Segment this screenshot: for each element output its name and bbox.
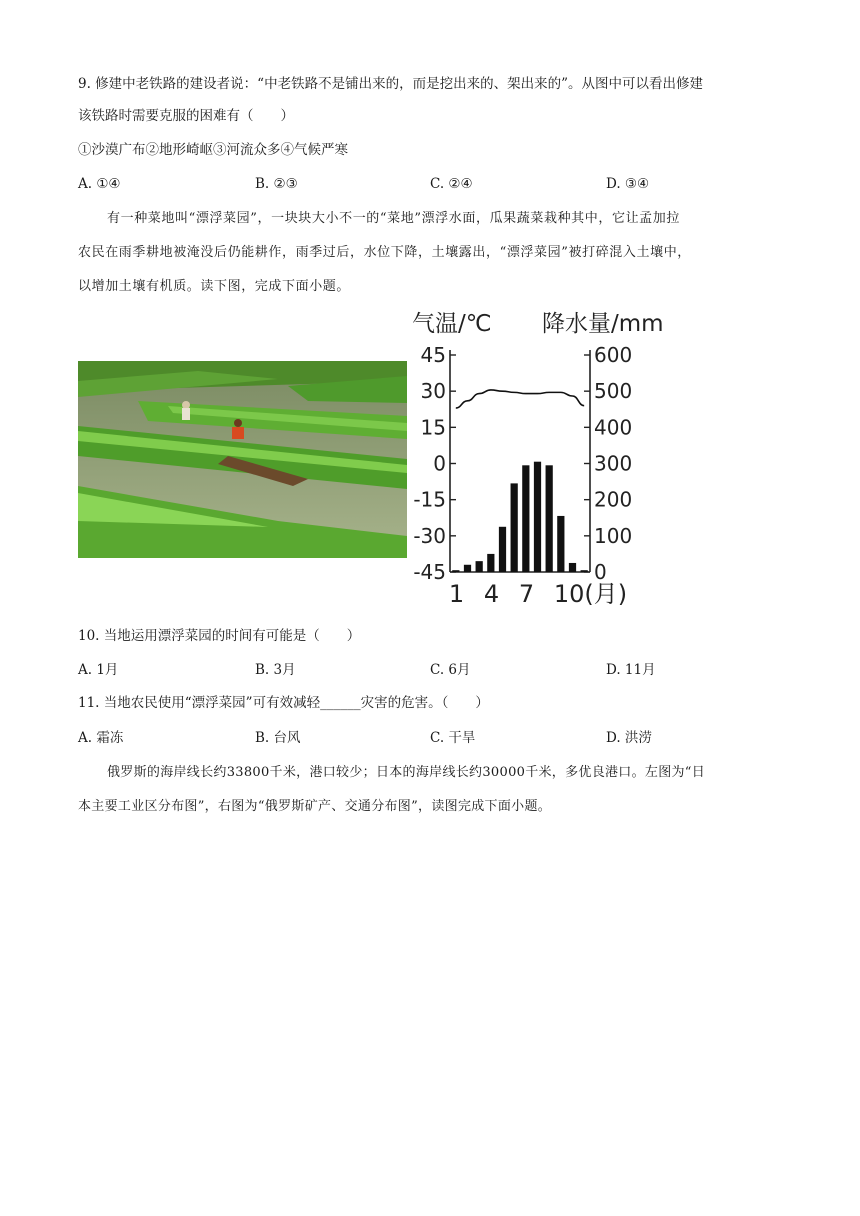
left-tick-label: 45 (420, 343, 446, 367)
x-tick-label: 10(月) (553, 580, 628, 608)
right-tick-label: 200 (594, 487, 633, 512)
temperature-curve (456, 390, 584, 408)
left-tick-label: -15 (413, 487, 446, 512)
precipitation-bar (476, 561, 483, 572)
q11-option-a[interactable]: A. 霜冻 (78, 730, 124, 746)
right-tick-label: 600 (594, 343, 633, 367)
q11-stem: 11. 当地农民使用“漂浮菜园”可有效减轻______灾害的危害。（ ） (78, 695, 489, 711)
q11-option-b[interactable]: B. 台风 (255, 730, 301, 746)
left-tick-label: 15 (420, 415, 446, 440)
left-tick-label: -30 (413, 523, 446, 548)
precipitation-bar (511, 483, 518, 572)
precipitation-bar (452, 570, 459, 572)
right-tick-label: 0 (594, 560, 607, 584)
right-tick-label: 500 (594, 379, 633, 404)
x-tick-label: 1 (448, 580, 465, 608)
left-tick-label: 30 (420, 379, 446, 404)
intro-line1: 有一种菜地叫“漂浮菜园”，一块块大小不一的“菜地”漂浮水面，瓜果蔬菜栽种其中，它让孟加拉 (107, 211, 680, 226)
q10-option-b[interactable]: B. 3月 (255, 662, 296, 678)
q11-option-d[interactable]: D. 洪涝 (606, 730, 652, 746)
q9-option-d[interactable]: D. ③④ (606, 176, 650, 192)
precipitation-bar (487, 554, 494, 572)
intro-line3: 以增加土壤有机质。读下图，完成下面小题。 (78, 279, 351, 294)
passage2-line2: 本主要工业区分布图”，右图为“俄罗斯矿产、交通分布图”，读图完成下面小题。 (78, 799, 552, 814)
q9-items: ①沙漠广布②地形崎岖③河流众多④气候严寒 (78, 142, 348, 158)
chart-right-title: 降水量/mm (542, 311, 664, 337)
x-tick-label: 7 (518, 580, 535, 608)
floating-garden-photo (78, 361, 407, 558)
q10-option-a[interactable]: A. 1月 (78, 662, 119, 678)
left-tick-label: 0 (433, 451, 446, 476)
q11-option-c[interactable]: C. 干旱 (430, 730, 476, 746)
q9-option-b[interactable]: B. ②③ (255, 176, 298, 192)
precipitation-bar (581, 570, 588, 572)
q10-stem: 10. 当地运用漂浮菜园的时间有可能是（ ） (78, 628, 361, 644)
q9-option-a[interactable]: A. ①④ (78, 176, 121, 192)
left-tick-label: -45 (413, 560, 446, 584)
right-tick-label: 100 (594, 523, 633, 548)
precipitation-bar (499, 527, 506, 572)
q9-option-c[interactable]: C. ②④ (430, 176, 473, 192)
precipitation-bar (534, 462, 541, 572)
climate-chart (402, 305, 692, 615)
precipitation-bar (464, 565, 471, 572)
precipitation-bar (557, 516, 564, 572)
precipitation-bar (522, 465, 529, 572)
passage2-line1: 俄罗斯的海岸线长约33800千米，港口较少；日本的海岸线长约30000千米，多优良港口。左图为“日 (107, 765, 706, 780)
right-tick-label: 400 (594, 415, 633, 440)
q9-stem-line1: 9. 修建中老铁路的建设者说：“中老铁路不是铺出来的，而是挖出来的、架出来的”。从图中可以看出修建 (78, 76, 703, 92)
right-tick-label: 300 (594, 451, 633, 476)
precipitation-bar (546, 465, 553, 572)
q10-option-c[interactable]: C. 6月 (430, 662, 471, 678)
x-tick-label: 4 (483, 580, 500, 608)
q9-stem-line2: 该铁路时需要克服的困难有（ ） (78, 108, 294, 124)
precipitation-bar (569, 563, 576, 572)
q10-option-d[interactable]: D. 11月 (606, 662, 656, 678)
chart-left-title: 气温/℃ (412, 311, 492, 337)
intro-line2: 农民在雨季耕地被淹没后仍能耕作，雨季过后，水位下降，土壤露出，“漂浮菜园”被打碎混入土壤中， (78, 245, 691, 260)
